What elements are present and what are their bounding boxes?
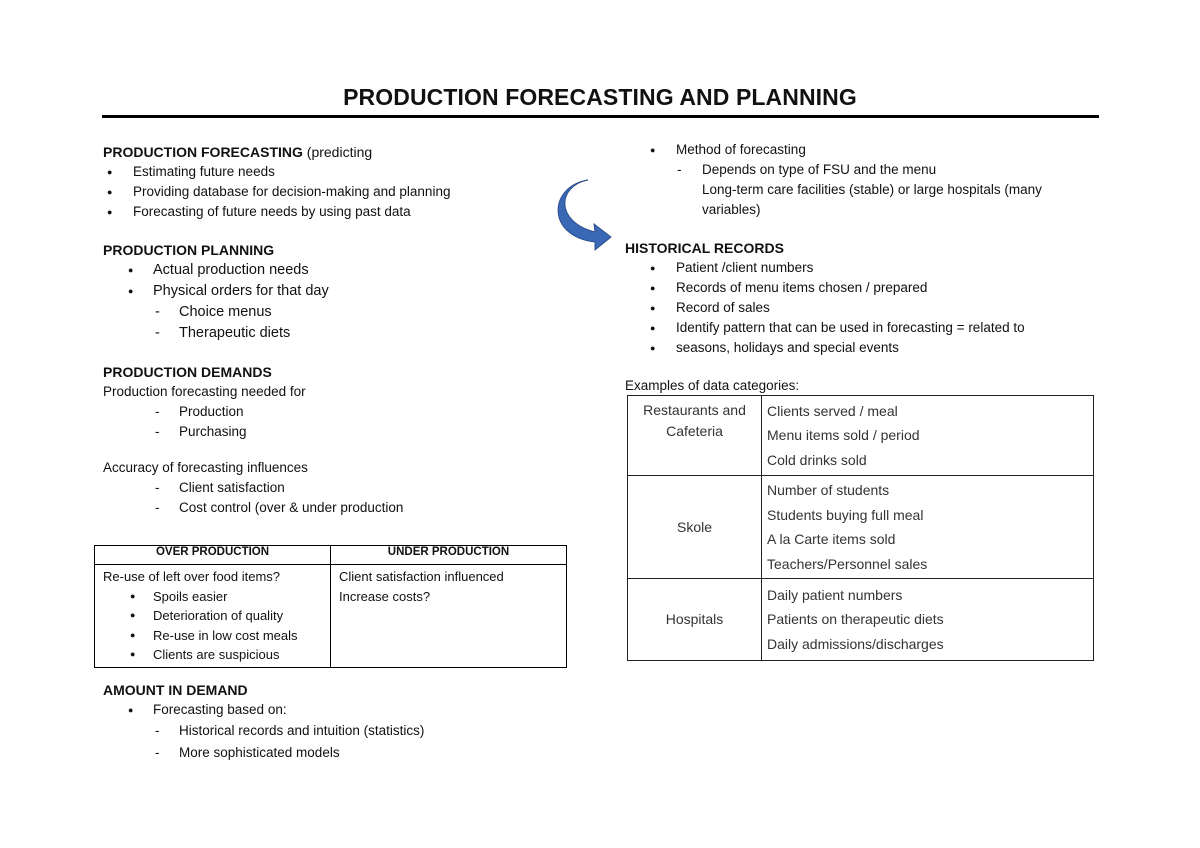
list-subitem: - Purchasing xyxy=(103,422,573,442)
list-item: ● Record of sales xyxy=(625,298,1105,318)
method-list xyxy=(625,140,1105,220)
forecasting-list xyxy=(103,162,573,222)
list-subitem: - Historical records and intuition (statistics) xyxy=(103,720,573,742)
list-item: ● Method of forecasting xyxy=(625,140,1105,160)
title-rule xyxy=(102,115,1099,118)
list-subitem: - Production xyxy=(103,402,573,422)
influences-list xyxy=(103,478,573,518)
accuracy-intro: Accuracy of forecasting influences xyxy=(103,460,308,475)
demands-heading: PRODUCTION DEMANDS xyxy=(103,364,272,380)
items-cell: Daily patient numbers Patients on therapeutic diets Daily admissions/discharges xyxy=(762,579,1094,661)
list-item: ● Estimating future needs xyxy=(103,162,573,182)
list-item: ● Patient /client numbers xyxy=(625,258,1105,278)
amount-list xyxy=(103,700,573,764)
list-item: ● Providing database for decision-making and planning xyxy=(103,182,573,202)
historical-heading: HISTORICAL RECORDS xyxy=(625,240,784,256)
historical-list xyxy=(625,258,1105,358)
list-subitem: - Client satisfaction xyxy=(103,478,573,498)
items-cell: Clients served / meal Menu items sold / period Cold drinks sold xyxy=(762,396,1094,476)
under-production-cell xyxy=(331,565,567,668)
list-item: ● Identify pattern that can be used in forecasting = related to xyxy=(625,318,1105,338)
list-item: ● Clients are suspicious xyxy=(103,645,324,665)
table-row xyxy=(628,476,1094,579)
amount-section xyxy=(103,680,573,764)
category-cell: Restaurants and Cafeteria xyxy=(628,396,762,476)
demands-list xyxy=(103,402,573,442)
list-subitem: - Therapeutic diets xyxy=(103,323,573,344)
list-subitem: - Depends on type of FSU and the menu xyxy=(625,160,1105,180)
list-item: ● Records of menu items chosen / prepared xyxy=(625,278,1105,298)
list-item: ● Forecasting based on: xyxy=(103,700,573,720)
list-item: ● Forecasting of future needs by using past data xyxy=(103,202,573,222)
over-under-table xyxy=(94,545,567,668)
category-cell: Skole xyxy=(628,476,762,579)
amount-heading: AMOUNT IN DEMAND xyxy=(103,682,248,698)
list-subitem: - Cost control (over & under production xyxy=(103,498,573,518)
items-cell: Number of students Students buying full meal A la Carte items sold Teachers/Personnel sales xyxy=(762,476,1094,579)
list-continuation: variables) xyxy=(702,202,761,217)
list-item: ● Re-use in low cost meals xyxy=(103,626,324,646)
list-item: ● Physical orders for that day xyxy=(103,281,573,302)
under-production-header: UNDER PRODUCTION xyxy=(331,546,567,565)
data-categories-table xyxy=(627,395,1094,661)
list-item: ● Actual production needs xyxy=(103,260,573,281)
table-row xyxy=(628,396,1094,476)
left-column xyxy=(103,142,573,518)
over-production-header: OVER PRODUCTION xyxy=(95,546,331,565)
over-intro: Re-use of left over food items? xyxy=(103,569,281,584)
list-continuation: ● seasons, holidays and special events xyxy=(625,338,1105,358)
list-subitem: - More sophisticated models xyxy=(103,742,573,764)
list-item: Client satisfaction influenced xyxy=(339,569,504,584)
page-title: PRODUCTION FORECASTING AND PLANNING xyxy=(343,84,857,110)
list-item: ● Spoils easier xyxy=(103,587,324,607)
over-production-cell xyxy=(95,565,331,668)
list-continuation: Long-term care facilities (stable) or large hospitals (many xyxy=(702,182,1042,197)
category-cell: Hospitals xyxy=(628,579,762,661)
list-item: Increase costs? xyxy=(339,588,431,604)
planning-heading: PRODUCTION PLANNING xyxy=(103,242,275,258)
table-row xyxy=(628,579,1094,661)
forecasting-heading: PRODUCTION FORECASTING (predicting xyxy=(103,144,373,160)
planning-list xyxy=(103,260,573,344)
examples-label: Examples of data categories: xyxy=(625,378,800,393)
right-column xyxy=(625,140,1105,396)
list-item: ● Deterioration of quality xyxy=(103,606,324,626)
list-subitem: - Choice menus xyxy=(103,302,573,323)
demands-intro: Production forecasting needed for xyxy=(103,384,306,399)
